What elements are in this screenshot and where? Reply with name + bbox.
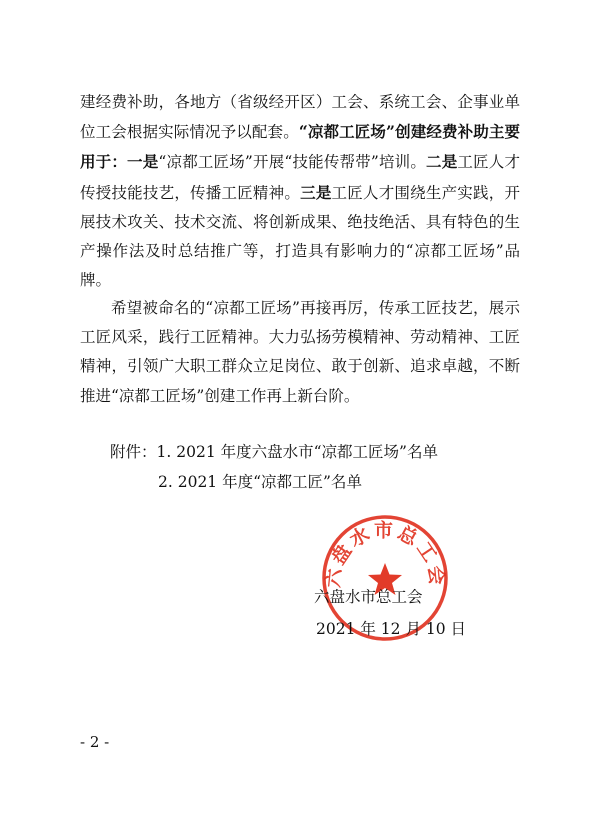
attachment-item-1: 1. 2021 年度六盘水市“凉都工匠场”名单: [156, 443, 438, 461]
paragraph1-seg4: 二是: [426, 152, 458, 172]
signature-organization: 六盘水市总工会: [314, 588, 423, 606]
paragraph1-seg3: “凉都工匠场”开展“技能传帮带”培训。: [158, 153, 427, 172]
attachments-label: 附件：: [110, 443, 157, 461]
paragraph1-seg6: 三是: [300, 182, 332, 202]
paragraph1-seg5: 工匠人才传授技能技艺，传播工匠精神。: [80, 153, 520, 202]
attachment-item-2: 2. 2021 年度“凉都工匠”名单: [158, 473, 362, 491]
paragraph1-seg7: 工匠人才围绕生产实践，开展技术攻关、技术交流、将创新成果、绝技绝活、具有特色的生产操作法及时总结推广等，打造具有影响力的“凉都工匠场”品牌。: [80, 183, 520, 290]
page-number: - 2 -: [80, 733, 110, 751]
signature-date: 2021 年 12 月 10 日: [316, 620, 467, 638]
attachments-line-1: [110, 440, 438, 462]
body-paragraph-1: [80, 88, 520, 295]
paragraph1-seg1: 建经费补助，各地方（省级经开区）工会、系统工会、企事业单位工会根据实际情况予以配套。: [80, 93, 520, 142]
svg-text:六盘水市总工会: 六盘水市总工会: [322, 519, 448, 589]
body-paragraph-2: 希望被命名的“凉都工匠场”再接再厉，传承工匠技艺，展示工匠风采，践行工匠精神。大力弘扬劳模精神、劳动精神、工匠精神，引领广大职工群众立足岗位、敢于创新、追求卓越，不断推进“凉都工匠场”创建工作再上新台阶。: [80, 299, 520, 405]
paragraph1-seg2: “凉都工匠场”创建经费补助主要用于：一是: [80, 122, 520, 172]
